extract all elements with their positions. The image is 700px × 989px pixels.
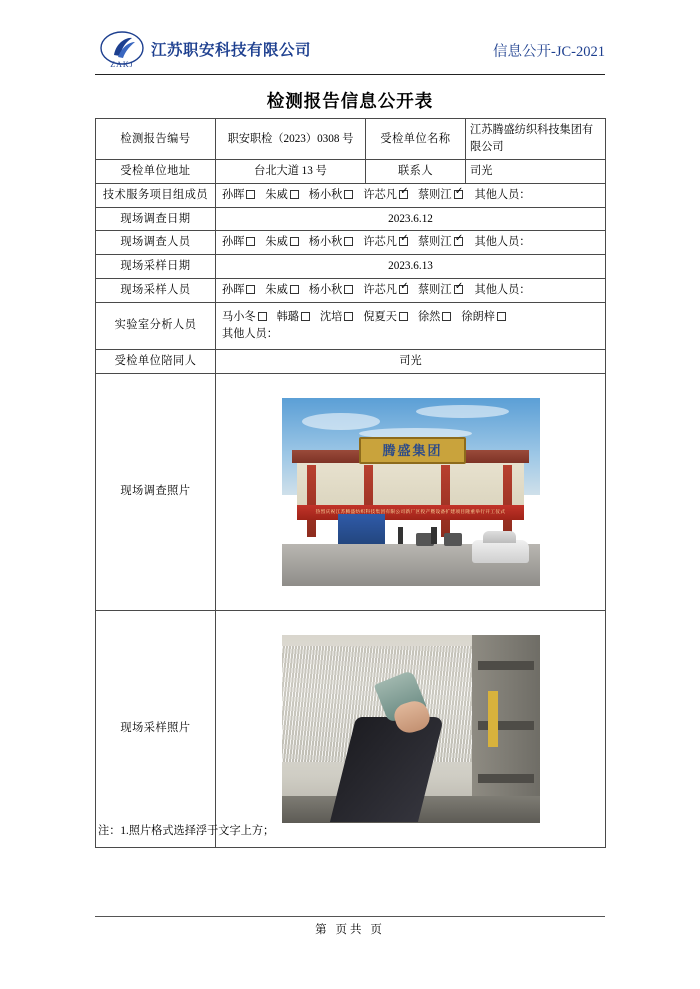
sampling-date-label: 现场采样日期 [96,255,216,279]
client-value: 江苏腾盛纺织科技集团有限公司 [466,119,606,160]
checkbox-icon[interactable] [454,285,463,294]
team-members-cell [216,183,606,207]
checkbox-icon[interactable] [344,312,353,321]
photo-machine-bar [478,721,535,730]
checkbox-item[interactable]: 杨小秋 [309,282,354,299]
footer-divider [95,916,605,917]
checkbox-icon[interactable] [290,237,299,246]
sampling-date-value: 2023.6.13 [216,255,606,279]
photo-gate-sign: 腾盛集团 [359,437,466,464]
checkbox-icon[interactable] [497,312,506,321]
checkbox-item[interactable]: 徐朗梓 [461,309,506,326]
report-no-label: 检测报告编号 [96,119,216,160]
other-staff-label: 其他人员： [474,236,531,249]
checkbox-item[interactable]: 许芯凡 ✓ [363,282,408,299]
sampling-staff-label: 现场采样人员 [96,278,216,302]
checkbox-icon[interactable] [442,312,451,321]
sampling-photo-image [282,635,540,823]
checkbox-item[interactable]: 马小冬 [222,309,267,326]
checkbox-item[interactable]: 倪夏天 [363,309,408,326]
table-row-survey-photo [96,373,606,610]
survey-photo-image [282,398,540,586]
checkbox-item[interactable]: 朱威 [265,187,298,204]
survey-date-label: 现场调查日期 [96,207,216,231]
checkbox-icon[interactable] [290,285,299,294]
company-logo-icon [95,28,149,72]
sampling-photo-label: 现场采样照片 [96,610,216,847]
survey-staff-list [220,234,601,251]
photo-column [307,465,316,536]
address-value: 台北大道 13 号 [216,160,366,184]
team-label: 技术服务项目组成员 [96,183,216,207]
photo-banner: 热烈庆祝江苏腾盛纺织科技集团有限公司新厂区投产暨设备扩建项目隆重举行开工仪式 [297,505,524,520]
checkbox-icon[interactable] [399,190,408,199]
photo-yellow-part [488,691,498,747]
checkbox-icon[interactable] [344,190,353,199]
address-label: 受检单位地址 [96,160,216,184]
table-row-lab-staff [96,302,606,349]
table-row-team [96,183,606,207]
table-row-report-no [96,119,606,160]
page-title: 检测报告信息公开表 [266,91,434,111]
checkbox-item[interactable]: 朱威 [265,234,298,251]
checkbox-item[interactable]: 孙晖 [222,234,255,251]
checkbox-icon[interactable] [399,237,408,246]
sampling-photo-cell [216,610,606,847]
photo-cloud [302,413,379,430]
checkbox-item[interactable]: 许芯凡 ✓ [363,187,408,204]
contact-label: 联系人 [366,160,466,184]
checkbox-icon[interactable] [454,237,463,246]
contact-value: 司光 [466,160,606,184]
accompany-label: 受检单位陪同人 [96,349,216,373]
checkbox-item[interactable]: 许芯凡 ✓ [363,234,408,251]
checkbox-icon[interactable] [301,312,310,321]
lab-staff-label: 实验室分析人员 [96,302,216,349]
checkbox-icon[interactable] [344,285,353,294]
other-staff-label: 其他人员： [474,283,531,296]
checkbox-item[interactable]: 徐然 [418,309,451,326]
survey-staff-label: 现场调查人员 [96,231,216,255]
other-staff-label: 其他人员： [474,188,531,201]
lab-staff-cell [216,302,606,349]
checkbox-icon[interactable] [344,237,353,246]
checkbox-item[interactable]: 蔡则江 ✓ [418,187,463,204]
photo-shopfront [338,514,384,544]
table-row-sampling-staff [96,278,606,302]
table-row-accompany [96,349,606,373]
page-number: 第 页共 页 [315,924,385,936]
survey-photo-cell [216,373,606,610]
document-header [95,28,605,74]
checkbox-item[interactable]: 沈培 [320,309,353,326]
header-divider [95,74,605,75]
sampling-staff-cell [216,278,606,302]
photo-column [441,465,450,536]
checkbox-item[interactable]: 蔡则江 ✓ [418,282,463,299]
svg-text:ZAKJ: ZAKJ [110,60,134,69]
document-code: 信息公开-JC-2021 [493,44,605,60]
checkbox-icon[interactable] [399,312,408,321]
checkbox-icon[interactable] [246,285,255,294]
table-row-survey-staff [96,231,606,255]
checkbox-item[interactable]: 杨小秋 [309,234,354,251]
footnote: 注：1.照片格式选择浮于文字上方； [98,825,275,837]
checkbox-icon[interactable] [246,237,255,246]
sampling-staff-list [220,282,601,299]
table-row-survey-date [96,207,606,231]
survey-staff-cell [216,231,606,255]
photo-person [431,527,437,544]
photo-motorbike [444,533,462,546]
checkbox-icon[interactable] [258,312,267,321]
report-info-table [95,118,606,848]
photo-person [398,527,404,544]
table-row-address [96,160,606,184]
checkbox-item[interactable]: 蔡则江 ✓ [418,234,463,251]
checkbox-icon[interactable] [290,190,299,199]
checkbox-icon[interactable] [454,190,463,199]
company-name: 江苏职安科技有限公司 [151,42,312,59]
accompany-value: 司光 [216,349,606,373]
lab-staff-list [220,309,601,326]
table-row-sampling-photo [96,610,606,847]
checkbox-item[interactable]: 韩璐 [277,309,310,326]
photo-column [503,465,512,536]
team-members-list [220,187,601,204]
checkbox-item[interactable]: 朱威 [265,282,298,299]
report-no-value: 职安职检（2023）0308 号 [216,119,366,160]
checkbox-icon[interactable] [399,285,408,294]
lab-other-staff-label: 其他人员： [222,327,278,340]
checkbox-item[interactable]: 杨小秋 [309,187,354,204]
photo-machine-bar [478,774,535,783]
checkbox-item[interactable]: 孙晖 [222,187,255,204]
survey-date-value: 2023.6.12 [216,207,606,231]
client-label: 受检单位名称 [366,119,466,160]
survey-photo-label: 现场调查照片 [96,373,216,610]
table-row-sampling-date [96,255,606,279]
photo-machine-bar [478,661,535,670]
checkbox-item[interactable]: 孙晖 [222,282,255,299]
checkbox-icon[interactable] [246,190,255,199]
photo-car [472,540,529,563]
